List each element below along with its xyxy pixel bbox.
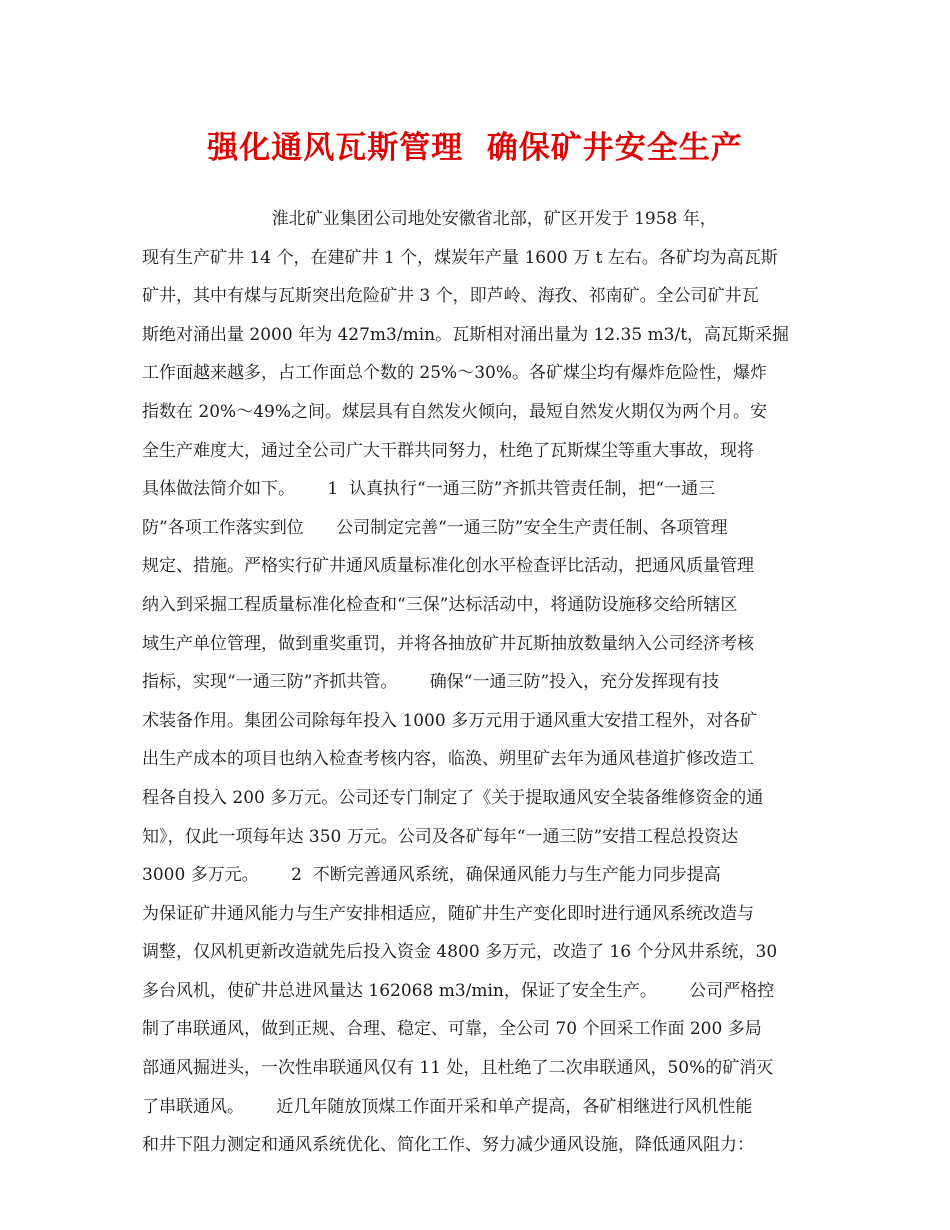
body-line: 防”各项工作落实到位 公司制定完善“一通三防”安全生产责任制、各项管理 xyxy=(142,517,728,538)
body-line: 规定、措施。严格实行矿井通风质量标准化创水平检查评比活动，把通风质量管理 xyxy=(142,556,754,577)
body-line: 程各自投入 200 多万元。公司还专门制定了《关于提取通风安全装备维修资金的通 xyxy=(142,787,764,808)
body-line: 工作面越来越多，占工作面总个数的 25%～30%。各矿煤尘均有爆炸危险性，爆炸 xyxy=(142,363,767,384)
document-title: 强化通风瓦斯管理 确保矿井安全生产 xyxy=(207,130,743,166)
body-line: 纳入到采掘工程质量标准化检查和“三保”达标活动中，将通防设施移交给所辖区 xyxy=(142,594,738,615)
body-line: 制了串联通风，做到正规、合理、稳定、可靠，全公司 70 个回采工作面 200 多局 xyxy=(142,1019,762,1040)
document-body xyxy=(142,200,822,1165)
body-line: 知》，仅此一项每年达 350 万元。公司及各矿每年“一通三防”安措工程总投资达 xyxy=(142,826,739,847)
body-line: 了串联通风。 近几年随放顶煤工作面开采和单产提高，各矿相继进行风机性能 xyxy=(142,1096,753,1117)
body-line: 矿井，其中有煤与瓦斯突出危险矿井 3 个，即芦岭、海孜、祁南矿。全公司矿井瓦 xyxy=(142,286,759,307)
body-line: 3000 多万元。 2 不断完善通风系统，确保通风能力与生产能力同步提高 xyxy=(142,865,721,886)
body-line: 部通风掘进头，一次性串联通风仅有 11 处，且杜绝了二次串联通风，50%的矿消灭 xyxy=(142,1058,774,1079)
body-line: 调整，仅风机更新改造就先后投入资金 4800 多万元，改造了 16 个分风井系统，30 xyxy=(142,942,778,963)
body-line: 为保证矿井通风能力与生产安排相适应，随矿井生产变化即时进行通风系统改造与 xyxy=(142,903,754,924)
body-line: 全生产难度大，通过全公司广大干群共同努力，杜绝了瓦斯煤尘等重大事故，现将 xyxy=(142,440,754,461)
body-line: 斯绝对涌出量 2000 年为 427m3/min。瓦斯相对涌出量为 12.35 m3/t，高瓦斯采掘 xyxy=(142,324,790,345)
body-line: 淮北矿业集团公司地处安徽省北部，矿区开发于 1958 年， xyxy=(142,209,717,229)
body-line: 术装备作用。集团公司除每年投入 1000 多万元用于通风重大安措工程外，对各矿 xyxy=(142,710,758,731)
body-line: 指数在 20%～49%之间。煤层具有自然发火倾向，最短自然发火期仅为两个月。安 xyxy=(142,401,767,422)
body-line: 现有生产矿井 14 个，在建矿井 1 个，煤炭年产量 1600 万 t 左右。各矿均为高瓦斯 xyxy=(142,247,778,268)
body-line: 具体做法简介如下。 1 认真执行“一通三防”齐抓共管责任制，把“一通三 xyxy=(142,479,716,500)
body-line: 出生产成本的项目也纳入检查考核内容，临涣、朔里矿去年为通风巷道扩修改造工 xyxy=(142,749,754,770)
body-line: 多台风机，使矿井总进风量达 162068 m3/min，保证了安全生产。 公司严格控 xyxy=(142,980,775,1001)
body-line: 和井下阻力测定和通风系统优化、简化工作、努力减少通风设施，降低通风阻力： xyxy=(142,1135,754,1156)
body-line: 指标，实现“一通三防”齐抓共管。 确保“一通三防”投入，充分发挥现有技 xyxy=(142,672,720,693)
body-line: 域生产单位管理，做到重奖重罚，并将各抽放矿井瓦斯抽放数量纳入公司经济考核 xyxy=(142,633,754,654)
